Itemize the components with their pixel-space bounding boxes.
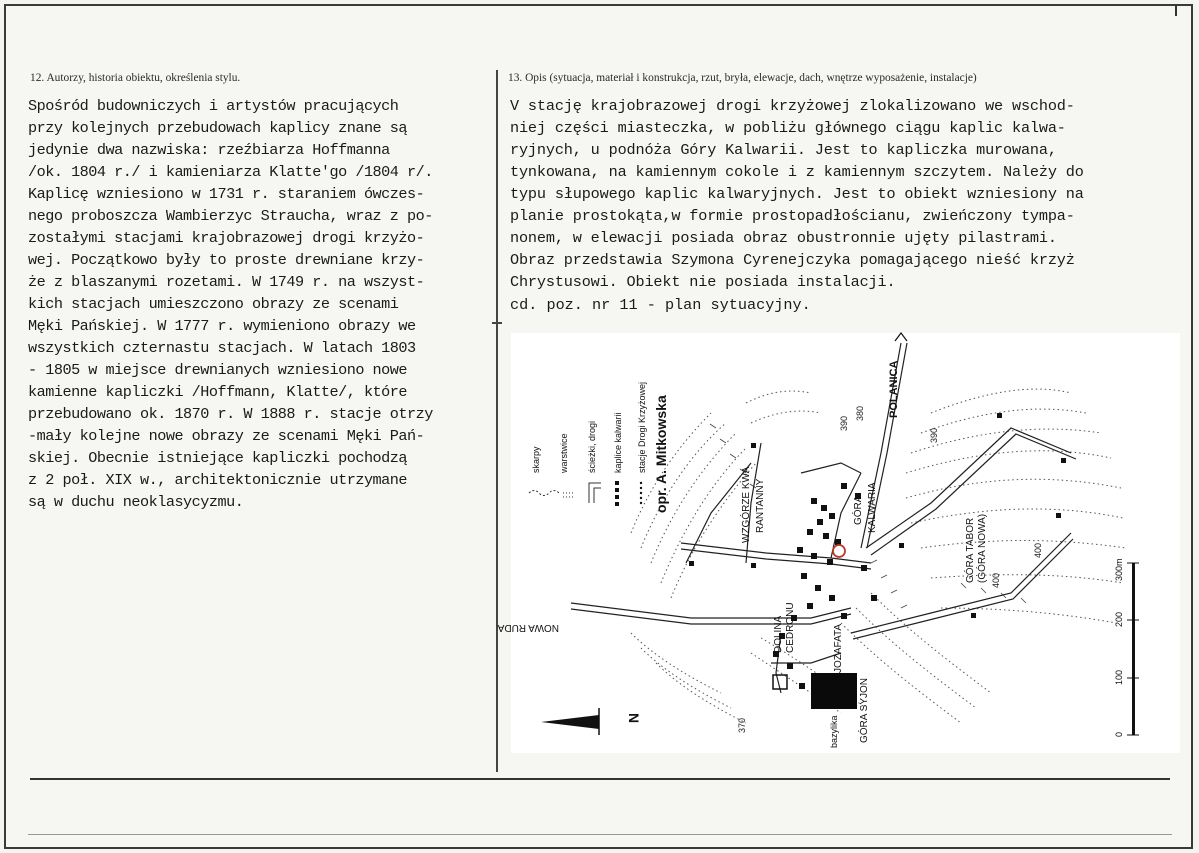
svg-text:380: 380 xyxy=(855,405,865,421)
legend-paths: ścieżki, drogi xyxy=(587,420,597,473)
contour-lines xyxy=(631,389,1126,723)
svg-text:300m: 300m xyxy=(1114,558,1124,581)
section-12-header: 12. Autorzy, historia obiektu, określenia stylu. xyxy=(30,72,241,84)
bottom-rule-faint xyxy=(28,834,1172,835)
site-plan-drawing xyxy=(497,333,1180,753)
bottom-rule xyxy=(30,778,1170,780)
label-gora: GÓRA xyxy=(853,495,864,525)
legend-chapels: kaplice kalwarii xyxy=(613,412,623,473)
column-divider-tick xyxy=(492,322,502,324)
basilica-block xyxy=(811,673,857,709)
svg-text:0: 0 xyxy=(1114,731,1124,737)
section-13-text: V stację krajobrazowej drogi krzyżowej zlokalizowano we wschod- niej części miasteczka, w pobliżu głównego ciągu kaplic kalwa- ryjnych, u podnóża Góry Kalwarii. Jest to kapliczka murowana, tynkowana, na kamiennym cokole i z kamiennym szczytem. Należy do typu słupowego kaplic kalwaryjnych. Jest to obiekt wzniesiony na planie prostokąta,w formie prostopadłościanu, zwieńczony tympa- nonem, w elewacji posiada obraz obustronnie ujęty pilastrami. Obraz przedstawia Szymona Cyrenejczyka pomagającego nieść krzyż Chrystusowi. Obiekt nie posiada instalacji. xyxy=(510,97,1084,291)
svg-text:100: 100 xyxy=(1114,669,1124,685)
svg-text:400: 400 xyxy=(1033,542,1043,558)
column-divider xyxy=(496,70,498,772)
label-nowa-ruda: NOWA RUDA xyxy=(497,622,559,633)
label-bazylika: bazylika xyxy=(829,715,839,748)
svg-text:400: 400 xyxy=(991,572,1001,588)
contour-elevations xyxy=(737,406,1043,733)
scale-bar xyxy=(1114,558,1139,737)
legend-scarps: skarpy xyxy=(531,446,541,473)
section-12-text: Spośród budowniczych i artystów pracujących przy kolejnych przebudowach kaplicy znane są jedynie dwa nazwiska: rzeźbiarza Hoffmanna /ok. 1804 r./ i kamieniarza Klatte'go /1804 r/. Kaplicę wzniesiono w 1731 r. staraniem ówczes- nego proboszcza Wambierzyc Straucha, wraz z po- zostałymi stacjami krajobrazowej drogi krzyżo- wej. Początkowo były to proste drewniane krzy- że z blaszanymi rozetami. W 1749 r. na wszyst- kich stacjach umieszczono obrazy ze scenami Męki Pańskiej. W 1777 r. wymieniono obrazy we wszystkich czternastu stacjach. W latach 1803 - 1805 w miejsce drewnianych wzniesiono nowe kamienne kapliczki /Hoffmann, Klatte/, które przebudowano ok. 1870 r. W 1888 r. stacje otrzy -mały kolejne nowe obrazy ze scenami Męki Pań- skiej. Obecnie istniejące kapliczki pochodzą z 2 poł. XIX w., architektonicznie utrzymane są w duchu neoklasycyzmu. xyxy=(28,97,433,511)
label-wzgorze-1: WZGÓRZE KWA xyxy=(741,466,752,543)
plan-reference: cd. poz. nr 11 - plan sytuacyjny. xyxy=(510,296,811,314)
legend-stations: stacje Drogi Krzyżowej xyxy=(637,381,647,473)
label-gora-syjon: GÓRA SYJON xyxy=(859,677,870,743)
north-arrow-icon xyxy=(541,708,642,735)
label-kalwaria: KALWARIA xyxy=(867,482,878,533)
svg-text:370: 370 xyxy=(737,717,747,733)
label-dolina-1: DOLINA xyxy=(773,615,784,653)
map-place-labels xyxy=(497,333,988,748)
label-wzgorze-2: RANTANNY xyxy=(755,478,766,533)
label-dolina-2: CEDRONU xyxy=(785,602,796,653)
legend-contours: warstwice xyxy=(559,433,569,473)
station-v-marker xyxy=(833,545,845,557)
section-13-header: 13. Opis (sytuacja, materiał i konstrukcja, rzut, bryła, elewacje, dach, wnętrze wyposażenie, instalacje) xyxy=(508,72,977,84)
svg-text:200: 200 xyxy=(1114,611,1124,627)
label-polanica: POLANICA xyxy=(888,360,900,418)
map-legend xyxy=(529,382,669,513)
card-corner-mark xyxy=(1175,6,1185,16)
site-plan-map xyxy=(497,333,1180,753)
svg-text:N: N xyxy=(626,713,642,724)
label-gora-tabor-1: GÓRA TABOR xyxy=(965,517,976,583)
label-gora-tabor-2: (GÓRA NOWA) xyxy=(977,513,988,583)
label-jozafat: JOZAFATA xyxy=(833,623,844,673)
svg-text:390: 390 xyxy=(929,427,939,443)
polanica-arrow xyxy=(895,333,907,341)
map-author: opr. A. Mitkowska xyxy=(653,395,669,513)
svg-text:390: 390 xyxy=(839,415,849,431)
